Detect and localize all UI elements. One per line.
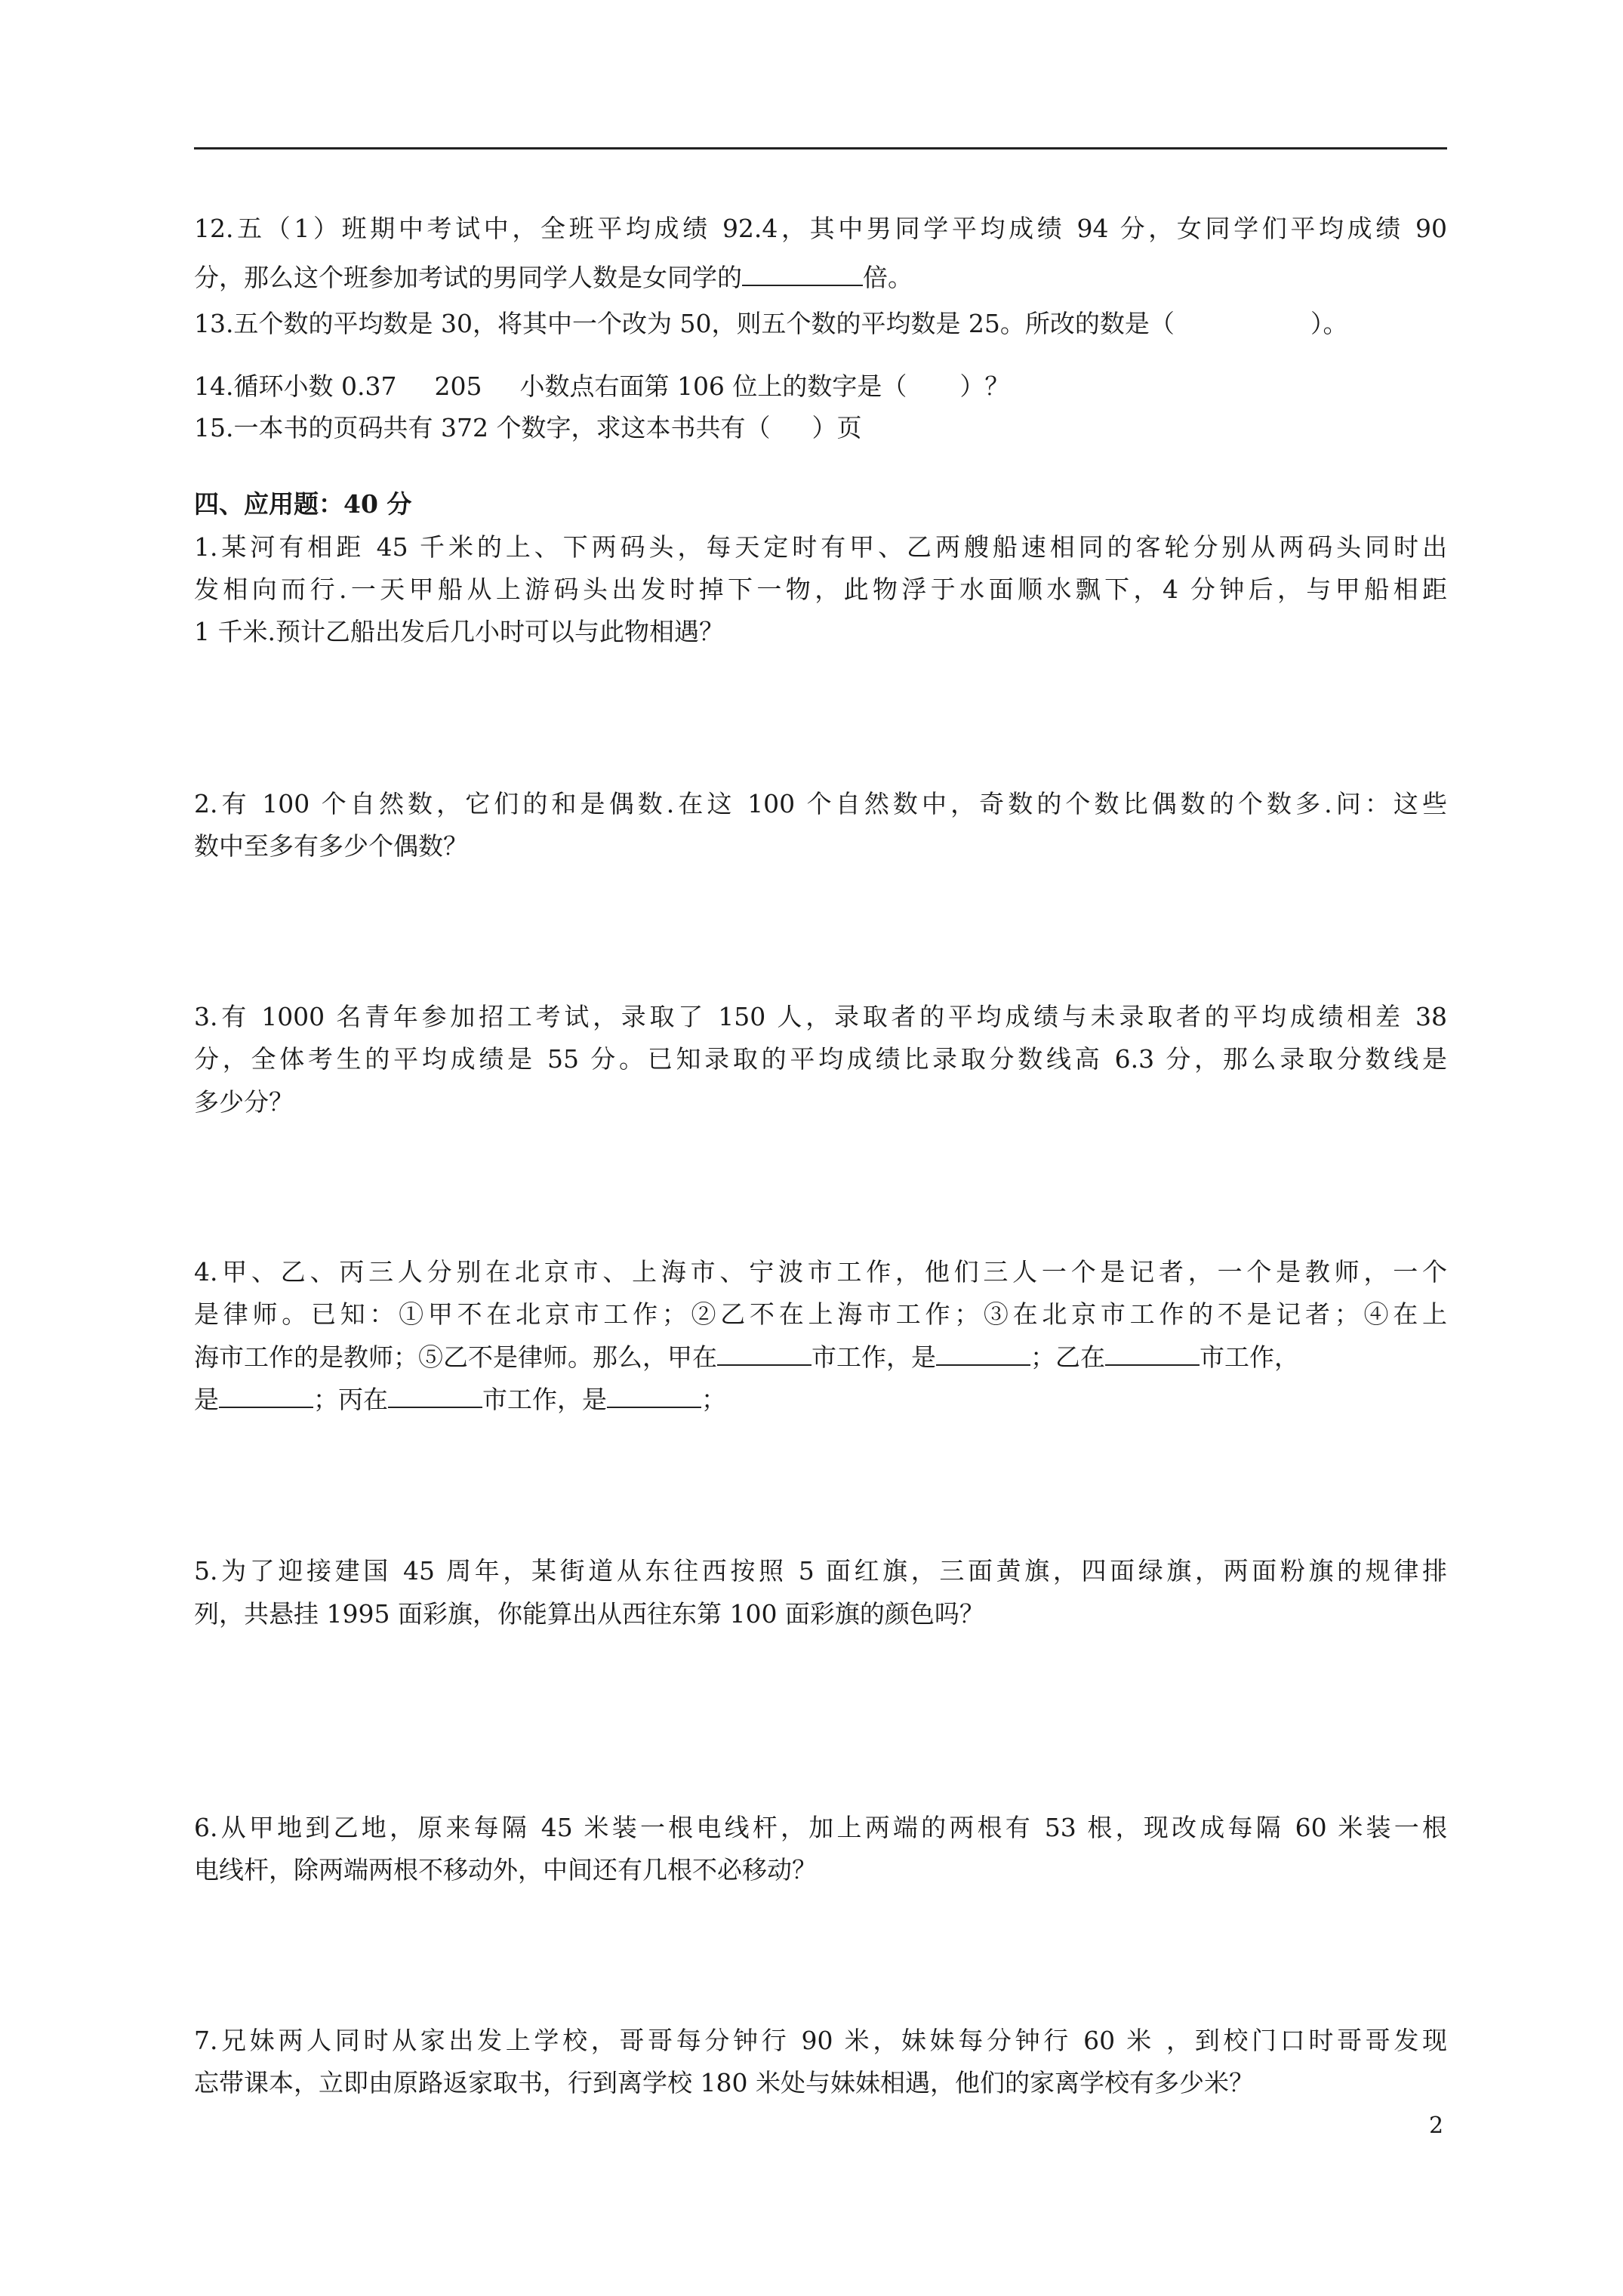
p1-line2: 发相向而行.一天甲船从上游码头出发时掉下一物，此物浮于水面顺水飘下，4 分钟后，与甲船相距 bbox=[194, 575, 1447, 604]
p7-line1: 7.兄妹两人同时从家出发上学校，哥哥每分钟行 90 米，妹妹每分钟行 60 米 ，到校门口时哥哥发现 bbox=[194, 2026, 1447, 2055]
header-rule bbox=[194, 147, 1447, 149]
q14-line: 14.循环小数 0.37 205 小数点右面第 106 位上的数字是（ ）？ bbox=[194, 371, 1010, 401]
p1-line3: 1 千米.预计乙船出发后几小时可以与此物相遇？ bbox=[194, 617, 724, 646]
p2-line2: 数中至多有多少个偶数？ bbox=[194, 831, 468, 861]
p1-line1: 1.某河有相距 45 千米的上、下两码头，每天定时有甲、乙两艘船速相同的客轮分别从两码头同时出 bbox=[194, 532, 1447, 562]
p4-blank-yi-job[interactable] bbox=[219, 1384, 313, 1408]
p4-blank-jia-city[interactable] bbox=[717, 1342, 812, 1366]
p2-line1: 2.有 100 个自然数，它们的和是偶数.在这 100 个自然数中，奇数的个数比偶数的个数多.问：这些 bbox=[194, 789, 1447, 818]
p3-line1: 3.有 1000 名青年参加招工考试，录取了 150 人，录取者的平均成绩与未录取者的平均成绩相差 38 bbox=[194, 1002, 1447, 1031]
q15-line: 15.一本书的页码共有 372 个数字，求这本书共有（ ）页 bbox=[194, 413, 862, 442]
q12-answer-blank[interactable] bbox=[742, 262, 863, 286]
p3-line3: 多少分？ bbox=[194, 1087, 294, 1117]
p6-line2: 电线杆，除两端两根不移动外，中间还有几根不必移动？ bbox=[194, 1855, 817, 1885]
page-number: 2 bbox=[1429, 2113, 1444, 2139]
q13-line: 13.五个数的平均数是 30，将其中一个改为 50，则五个数的平均数是 25。所改的数是（ ）。 bbox=[194, 309, 1348, 338]
q12-line2: 分，那么这个班参加考试的男同学人数是女同学的 倍。 bbox=[194, 263, 913, 292]
p4-line1: 4.甲、乙、丙三人分别在北京市、上海市、宁波市工作，他们三人一个是记者，一个是教师，一个 bbox=[194, 1257, 1447, 1287]
p4-blank-bing-job[interactable] bbox=[607, 1384, 701, 1408]
q12-line1: 12.五（1）班期中考试中，全班平均成绩 92.4，其中男同学平均成绩 94 分，女同学们平均成绩 90 bbox=[194, 214, 1447, 243]
p5-line2: 列，共悬挂 1995 面彩旗，你能算出从西往东第 100 面彩旗的颜色吗？ bbox=[194, 1599, 984, 1629]
p6-line1: 6.从甲地到乙地，原来每隔 45 米装一根电线杆，加上两端的两根有 53 根，现改成每隔 60 米装一根 bbox=[194, 1813, 1447, 1842]
p4-blank-jia-job[interactable] bbox=[936, 1342, 1030, 1366]
p4-blank-yi-city[interactable] bbox=[1105, 1342, 1200, 1366]
p4-line4: 是 ；丙在 市工作，是 ； bbox=[194, 1385, 726, 1414]
p3-line2: 分，全体考生的平均成绩是 55 分。已知录取的平均成绩比录取分数线高 6.3 分，那么录取分数线是 bbox=[194, 1044, 1447, 1074]
section-4-title: 四、应用题：40 分 bbox=[194, 489, 412, 519]
p4-blank-bing-city[interactable] bbox=[388, 1384, 482, 1408]
p7-line2: 忘带课本，立即由原路返家取书，行到离学校 180 米处与妹妹相遇，他们的家离学校有多少米？ bbox=[194, 2068, 1254, 2097]
p4-line2: 是律师。已知：①甲不在北京市工作；②乙不在上海市工作；③在北京市工作的不是记者；④在上 bbox=[194, 1299, 1447, 1329]
p5-line1: 5.为了迎接建国 45 周年，某街道从东往西按照 5 面红旗，三面黄旗，四面绿旗，两面粉旗的规律排 bbox=[194, 1556, 1447, 1586]
p4-line3: 海市工作的是教师；⑤乙不是律师。那么，甲在 市工作，是 ；乙在 市工作， bbox=[194, 1342, 1299, 1372]
